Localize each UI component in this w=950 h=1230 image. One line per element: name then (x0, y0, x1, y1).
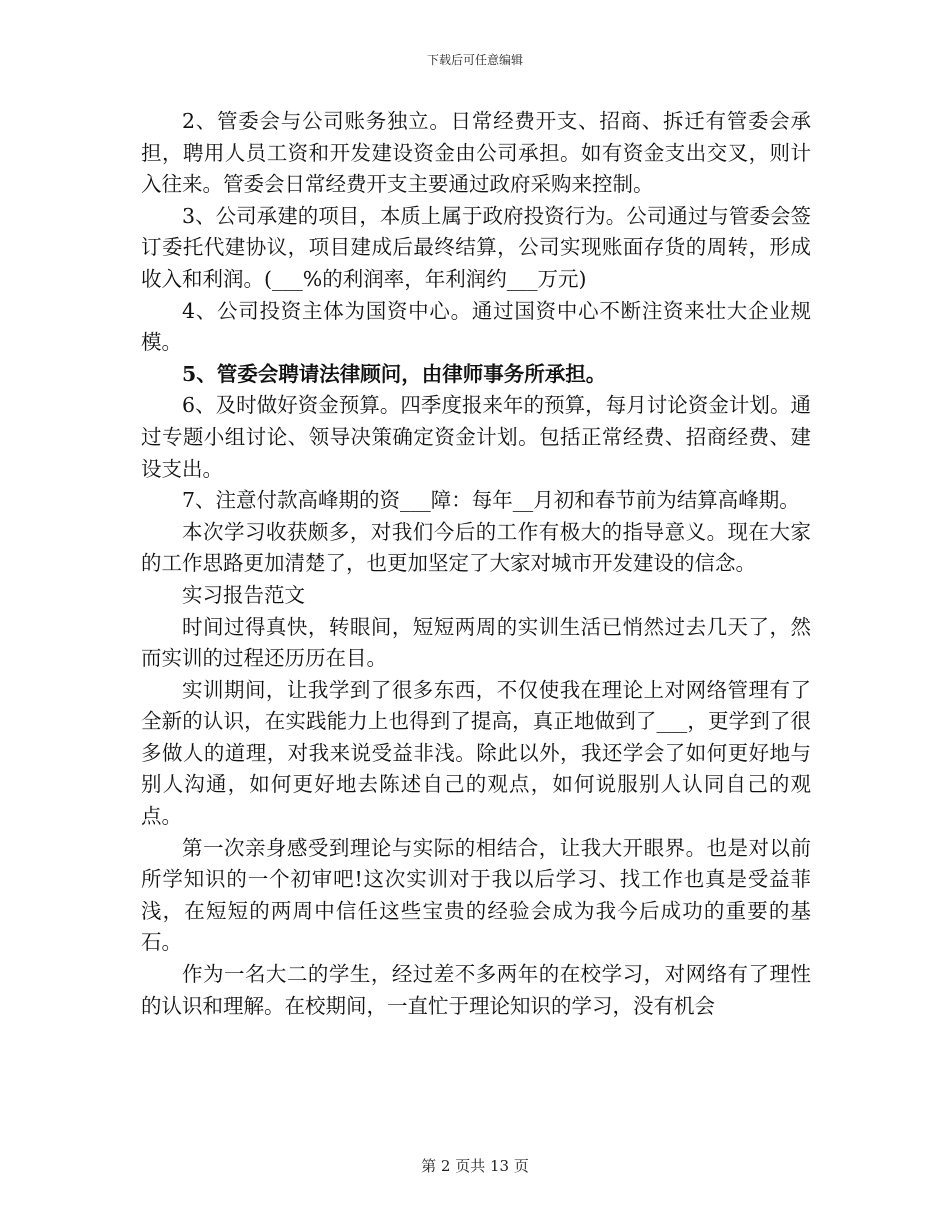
paragraph-student: 作为一名大二的学生，经过差不多两年的在校学习，对网络有了理性的认识和理解。在校期间，一直忙于理论知识的学习，没有机会 (141, 962, 811, 1018)
document-body (141, 106, 811, 1022)
paragraph-summary: 本次学习收获颇多，对我们今后的工作有极大的指导意义。现在大家的工作思路更加清楚了，也更加坚定了大家对城市开发建设的信念。 (141, 519, 811, 576)
page-header: 下载后可任意编辑 (426, 53, 523, 67)
paragraph-training: 实训期间，让我学到了很多东西，不仅使我在理论上对网络管理有了全新的认识，在实践能力上也得到了提高，真正地做到了___，更学到了很多做人的道理，对我来说受益非浅。除此以外，我还学会了如何更好地与别人沟通，如何更好地去陈述自己的观点，如何说服别人认同自己的观点。 (141, 677, 811, 829)
page-number: 第 2 页共 13 页 (421, 1157, 529, 1175)
paragraph-item-7: 7、注意付款高峰期的资___障：每年__月初和春节前为结算高峰期。 (182, 488, 800, 513)
paragraph-item-5: 5、管委会聘请法律顾问，由律师事务所承担。 (182, 361, 607, 386)
section-title: 实习报告范文 (182, 582, 305, 607)
paragraph-item-3: 3、公司承建的项目，本质上属于政府投资行为。公司通过与管委会签订委托代建协议，项目建成后最终结算，公司实现账面存货的周转，形成收入和利润。(___%的利润率，年利润约___万元) (141, 203, 811, 291)
paragraph-item-6: 6、及时做好资金预算。四季度报来年的预算，每月讨论资金计划。通过专题小组讨论、领导决策确定资金计划。包括正常经费、招商经费、建设支出。 (141, 393, 811, 481)
paragraph-first-experience: 第一次亲身感受到理论与实际的相结合，让我大开眼界。也是对以前所学知识的一个初审吧!这次实训对于我以后学习、找工作也真是受益菲浅，在短短的两周中信任这些宝贵的经验会成为我今后成功的重要的基石。 (141, 835, 811, 955)
paragraph-item-4: 4、公司投资主体为国资中心。通过国资中心不断注资来壮大企业规模。 (141, 298, 811, 355)
paragraph-intro: 时间过得真快，转眼间，短短两周的实训生活已悄然过去几天了，然而实训的过程还历历在目。 (141, 614, 811, 671)
paragraph-item-2: 2、管委会与公司账务独立。日常经费开支、招商、拆迁有管委会承担，聘用人员工资和开发建设资金由公司承担。如有资金支出交叉，则计入往来。管委会日常经费开支主要通过政府采购来控制。 (141, 109, 811, 197)
